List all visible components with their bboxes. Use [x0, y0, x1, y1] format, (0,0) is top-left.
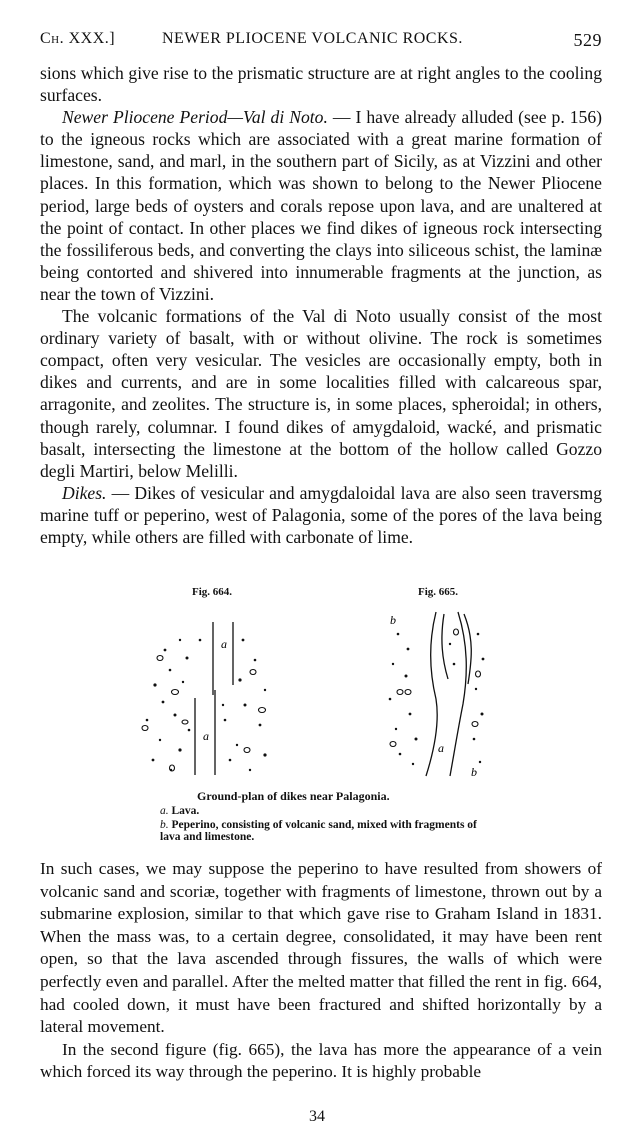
running-title: NEWER PLIOCENE VOLCANIC ROCKS. — [162, 30, 463, 47]
figure-caption-a — [160, 805, 199, 817]
fig-665-fragments — [390, 629, 481, 747]
fig-664-peperino-dots — [146, 639, 267, 772]
paragraph-volcanic-formations: The volcanic formations of the Val di Noto usually consist of the most ordinary variety of basalt, with or without olivine. The rock is sometimes compact, often very vesicular. The vesicles are occasionally empty, both in dikes and currents, and are in some localities filled with calcareous spar, arragonite, and zeolites. The structure is, in some places, spheroidal; in others, though rarely, columnar. I found dikes of amygdaloid, wacké, and prismatic basalt, intersecting the limestone at the bottom of the hollow called Gozzo degli Martiri, below Melilli. — [40, 306, 602, 481]
caption-b-text: Peperino, consisting of volcanic sand, mixed with fragments of lava and limestone. — [160, 819, 477, 843]
running-header — [40, 30, 602, 54]
fig-665-illustration — [378, 604, 493, 784]
section-heading-val-di-noto: Newer Pliocene Period—Val di Noto. — [62, 107, 328, 128]
fig-665-vein-walls — [426, 612, 471, 776]
fig-664-label: Fig. 664. — [192, 586, 233, 598]
fig-664-lava-label-lower: a — [203, 729, 209, 743]
paragraph-val-di-noto-body: — I have already alluded (see p. 156) to the igneous rocks which are associated with a great marine formation of limestone, sand, and marl, in the southern part of Sicily, as at Vizzini and other places. In this formation, which was shown to belong to the Newer Pliocene period, large beds of oysters and corals repose upon lava, and are unaltered at the point of contact. In other places we find dikes of igneous rock intersecting the fossiliferous beds, and converting the clays into siliceous schist, the laminæ being contorted and shivered into innumerable fragments at the junction, as near the town of Vizzini. — [40, 107, 602, 304]
fig-665-peperino-label-lower: b — [471, 765, 477, 779]
figure-caption-b — [160, 819, 480, 843]
paragraph-dikes — [40, 482, 602, 548]
fig-664-fragments — [142, 656, 266, 772]
paragraph-dikes-body: — Dikes of vesicular and amygdaloidal lava are also seen traversmg marine tuff or peperino, west of Palagonia, some of the pores of the lava being empty, while others are filled with carbonate of lime. — [40, 482, 602, 547]
page-number: 529 — [573, 30, 602, 50]
paragraph-second-figure: In the second figure (fig. 665), the lava has more the appearance of a vein which forced its way through the peperino. It is highly probable — [40, 1039, 602, 1082]
fig-664-illustration — [125, 610, 285, 785]
caption-a-key: a. — [160, 805, 169, 817]
caption-a-text: Lava. — [171, 805, 200, 817]
fig-664-lava-label: a — [221, 637, 227, 651]
paragraph-continuation: sions which give rise to the prismatic structure are at right angles to the cooling surfaces. — [40, 63, 602, 106]
paragraph-val-di-noto — [40, 106, 602, 305]
fig-664-dike-walls — [195, 622, 233, 775]
fig-665-lava-label: a — [438, 741, 444, 755]
upper-text-block — [40, 62, 602, 548]
paragraph-peperino: In such cases, we may suppose the peperino to have resulted from showers of volcanic sand and scoriæ, together with fragments of limestone, thrown out by a submarine explosion, similar to that which gave rise to Graham Island in 1831. When the mass was, to a certain degree, consolidated, it may have been rent open, so that the lava ascended through fissures, the walls of which were perfectly even and parallel. After the melted matter that filled the rent in fig. 664, had cooled down, it must have been fractured and shifted horizontally by a lateral movement. — [40, 859, 602, 1037]
caption-b-key: b. — [160, 819, 169, 831]
lower-text-block — [40, 858, 602, 1084]
fig-665-label: Fig. 665. — [418, 586, 459, 598]
figure-caption-title: Ground-plan of dikes near Palagonia. — [197, 789, 390, 803]
fig-665-peperino-label: b — [390, 613, 396, 627]
chapter-label: Ch. XXX.] — [40, 30, 116, 47]
section-heading-dikes: Dikes. — [62, 482, 107, 503]
signature-mark: 34 — [309, 1108, 325, 1125]
